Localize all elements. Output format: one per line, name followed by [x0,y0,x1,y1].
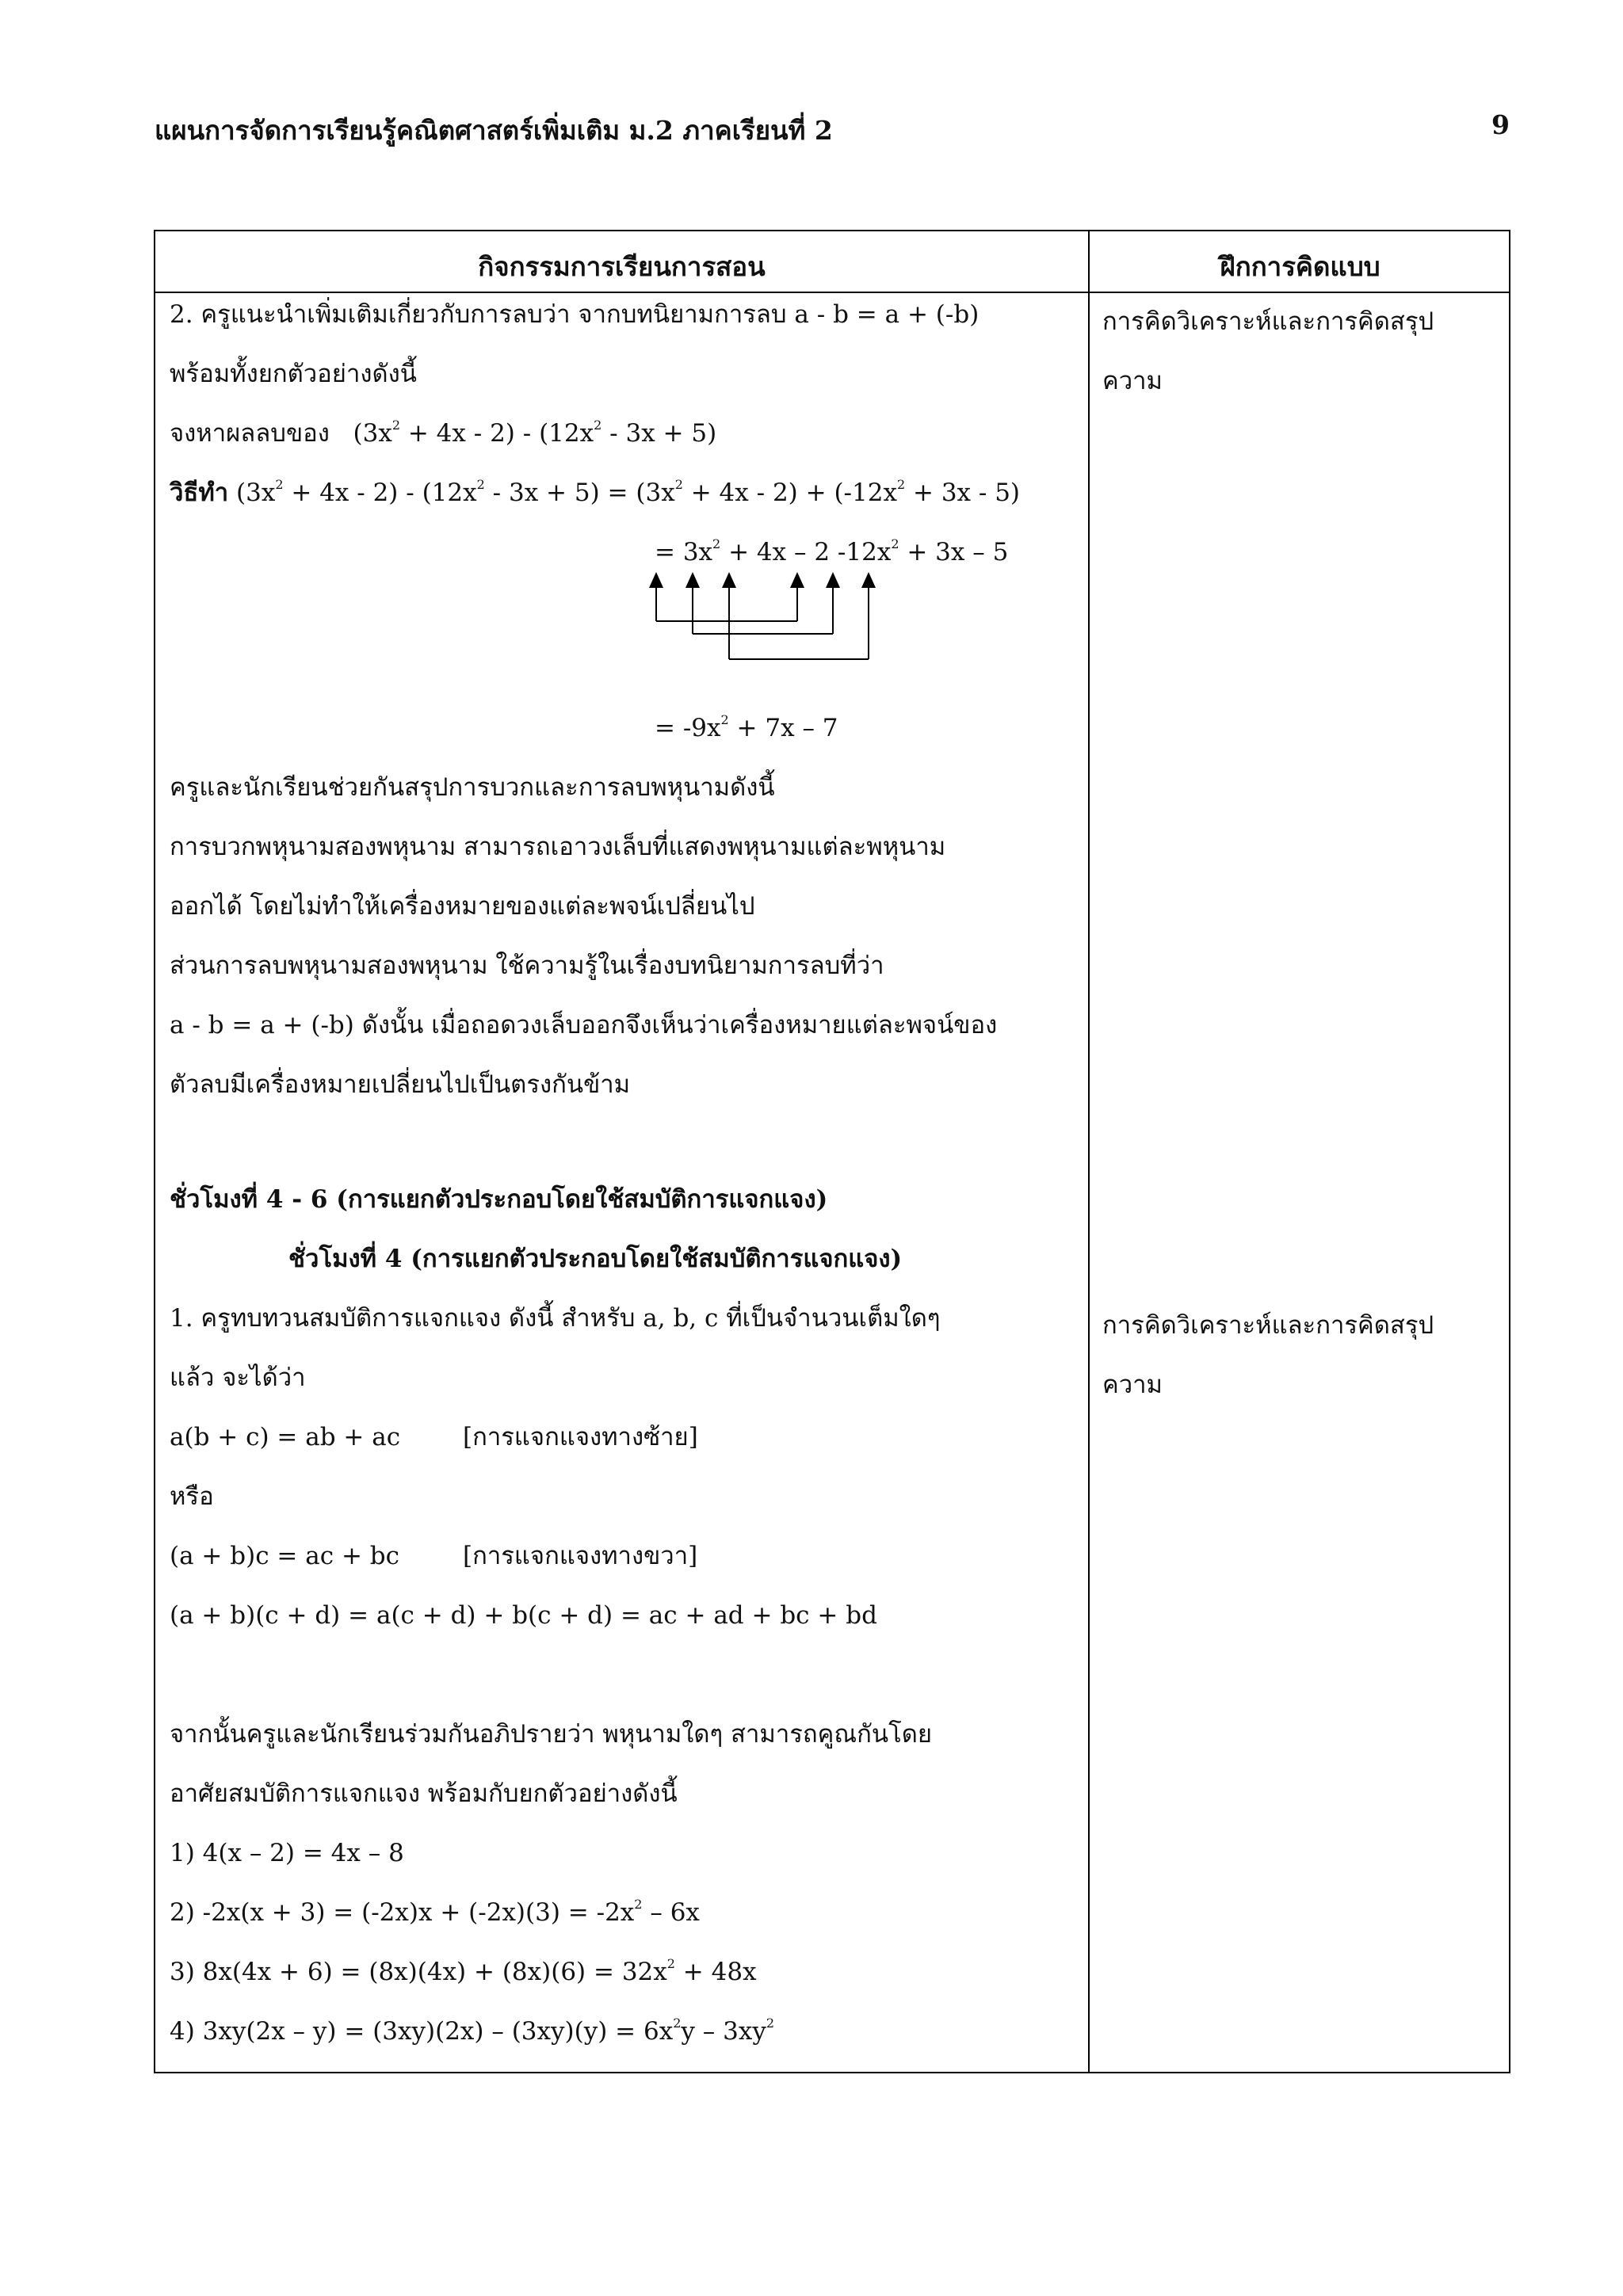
result-tail: + 7x – 7 [728,714,838,742]
summary-line-6: ตัวลบมีเครื่องหมายเปลี่ยนไปเป็นตรงกันข้าม [170,1070,631,1099]
expanded-expression: = $3x^2 + 4x - 2$ $-12x^2 + 3x - 5$ [655,536,1009,566]
right-distributive-formula: (a + b)c = ac + bc [170,1542,399,1570]
document-title: แผนการจัดการเรียนรู้คณิตศาสตร์เพิ่มเติม ม.2 ภาคเรียนที่ 2 [155,115,833,146]
thinking-skill-2b: ความ [1102,1371,1163,1399]
like-terms-arrows [639,572,876,683]
result-expression: = $-9x^2 + 7x - 7$ [655,712,838,742]
distributive-line-2: แล้ว จะได้ว่า [170,1363,306,1392]
header-divider [155,292,1509,293]
example-1: 1) 4(x – 2) = 4x – 8 [170,1839,404,1867]
summary-line-4: ส่วนการลบพหุนามสองพหุนาม ใช้ความรู้ในเรื่องบทนิยามการลบที่ว่า [170,952,884,980]
example-4: 4) $3xy(2x - y) = (3xy)(2x) - (3xy)(y) = 6x^2y - 3xy^2$ [170,2016,775,2046]
page-number: 9 [1491,109,1510,140]
instruction-line-2: พร้อมทั้งยกตัวอย่างดังนี้ [170,360,417,388]
or-line: หรือ [170,1482,214,1511]
lesson-plan-table [154,230,1510,2073]
summary-line-1: ครูและนักเรียนช่วยกันสรุปการบวกและการลบพหุนามดังนี้ [170,773,775,802]
example-2: 2) $-2x(x + 3) = (-2x)x + (-2x)(3) = -2x^2 - 6x$ [170,1897,700,1927]
page-header [155,109,1510,154]
distributive-line-1: 1. ครูทบทวนสมบัติการแจกแจง ดังนี้ สำหรับ a, b, c ที่เป็นจำนวนเต็มใดๆ [170,1304,941,1333]
column-header-thinking: ฝึกการคิดแบบ [1220,251,1381,282]
thinking-skill-2a: การคิดวิเคราะห์และการคิดสรุป [1102,1311,1434,1340]
problem-prefix: จงหาผลลบของ [170,419,330,448]
column-header-activities: กิจกรรมการเรียนการสอน [478,251,766,282]
solution-line: วิธีทำ $(3x^2 + 4x - 2) - (12x^2 - 3x + 5) = (3x^2 + 4x - 2) + (-12x^2 + 3x - 5)$ [170,477,1021,507]
example-3: 3) $8x(4x + 6) = (8x)(4x) + (8x)(6) = 32x^2 + 48x$ [170,1956,757,1986]
instruction-line-1: 2. ครูแนะนำเพิ่มเติมเกี่ยวกับการลบว่า จากบทนิยามการลบ a - b = a + (-b) [170,300,980,329]
left-distributive-label: [การแจกแจงทางซ้าย] [463,1423,698,1451]
left-distributive-formula: a(b + c) = ab + ac [170,1423,401,1451]
result-head: = -9x [655,714,721,742]
binomial-distributive: (a + b)(c + d) = a(c + d) + b(c + d) = ac + ad + bc + bd [170,1601,877,1630]
thinking-skill-1a: การคิดวิเคราะห์และการคิดสรุป [1102,307,1434,336]
problem-statement: จงหาผลลบของ $(3x^2 + 4x - 2) - (12x^2 - 3x + 5)$ [170,418,717,448]
summary-line-3: ออกได้ โดยไม่ทำให้เครื่องหมายของแต่ละพจน์เปลี่ยนไป [170,892,755,921]
solution-label: วิธีทำ [170,479,229,507]
session-heading-4: ชั่วโมงที่ 4 (การแยกตัวประกอบโดยใช้สมบัติการแจกแจง) [288,1245,903,1273]
right-distributive-label: [การแจกแจงทางขวา] [463,1542,698,1570]
session-heading-4-6: ชั่วโมงที่ 4 - 6 (การแยกตัวประกอบโดยใช้สมบัติการแจกแจง) [170,1185,828,1214]
summary-line-5: a - b = a + (-b) ดังนั้น เมื่อถอดวงเล็บออกจึงเห็นว่าเครื่องหมายแต่ละพจน์ของ [170,1011,998,1039]
discussion-line-1: จากนั้นครูและนักเรียนร่วมกันอภิปรายว่า พหุนามใดๆ สามารถคูณกันโดย [170,1720,933,1749]
column-divider [1088,231,1090,2072]
summary-line-2: การบวกพหุนามสองพหุนาม สามารถเอาวงเล็บที่แสดงพหุนามแต่ละพหุนาม [170,833,946,861]
right-distributive [170,1543,697,1571]
thinking-skill-1b: ความ [1102,367,1163,395]
left-distributive [170,1424,698,1452]
discussion-line-2: อาศัยสมบัติการแจกแจง พร้อมกับยกตัวอย่างดังนี้ [170,1779,678,1808]
